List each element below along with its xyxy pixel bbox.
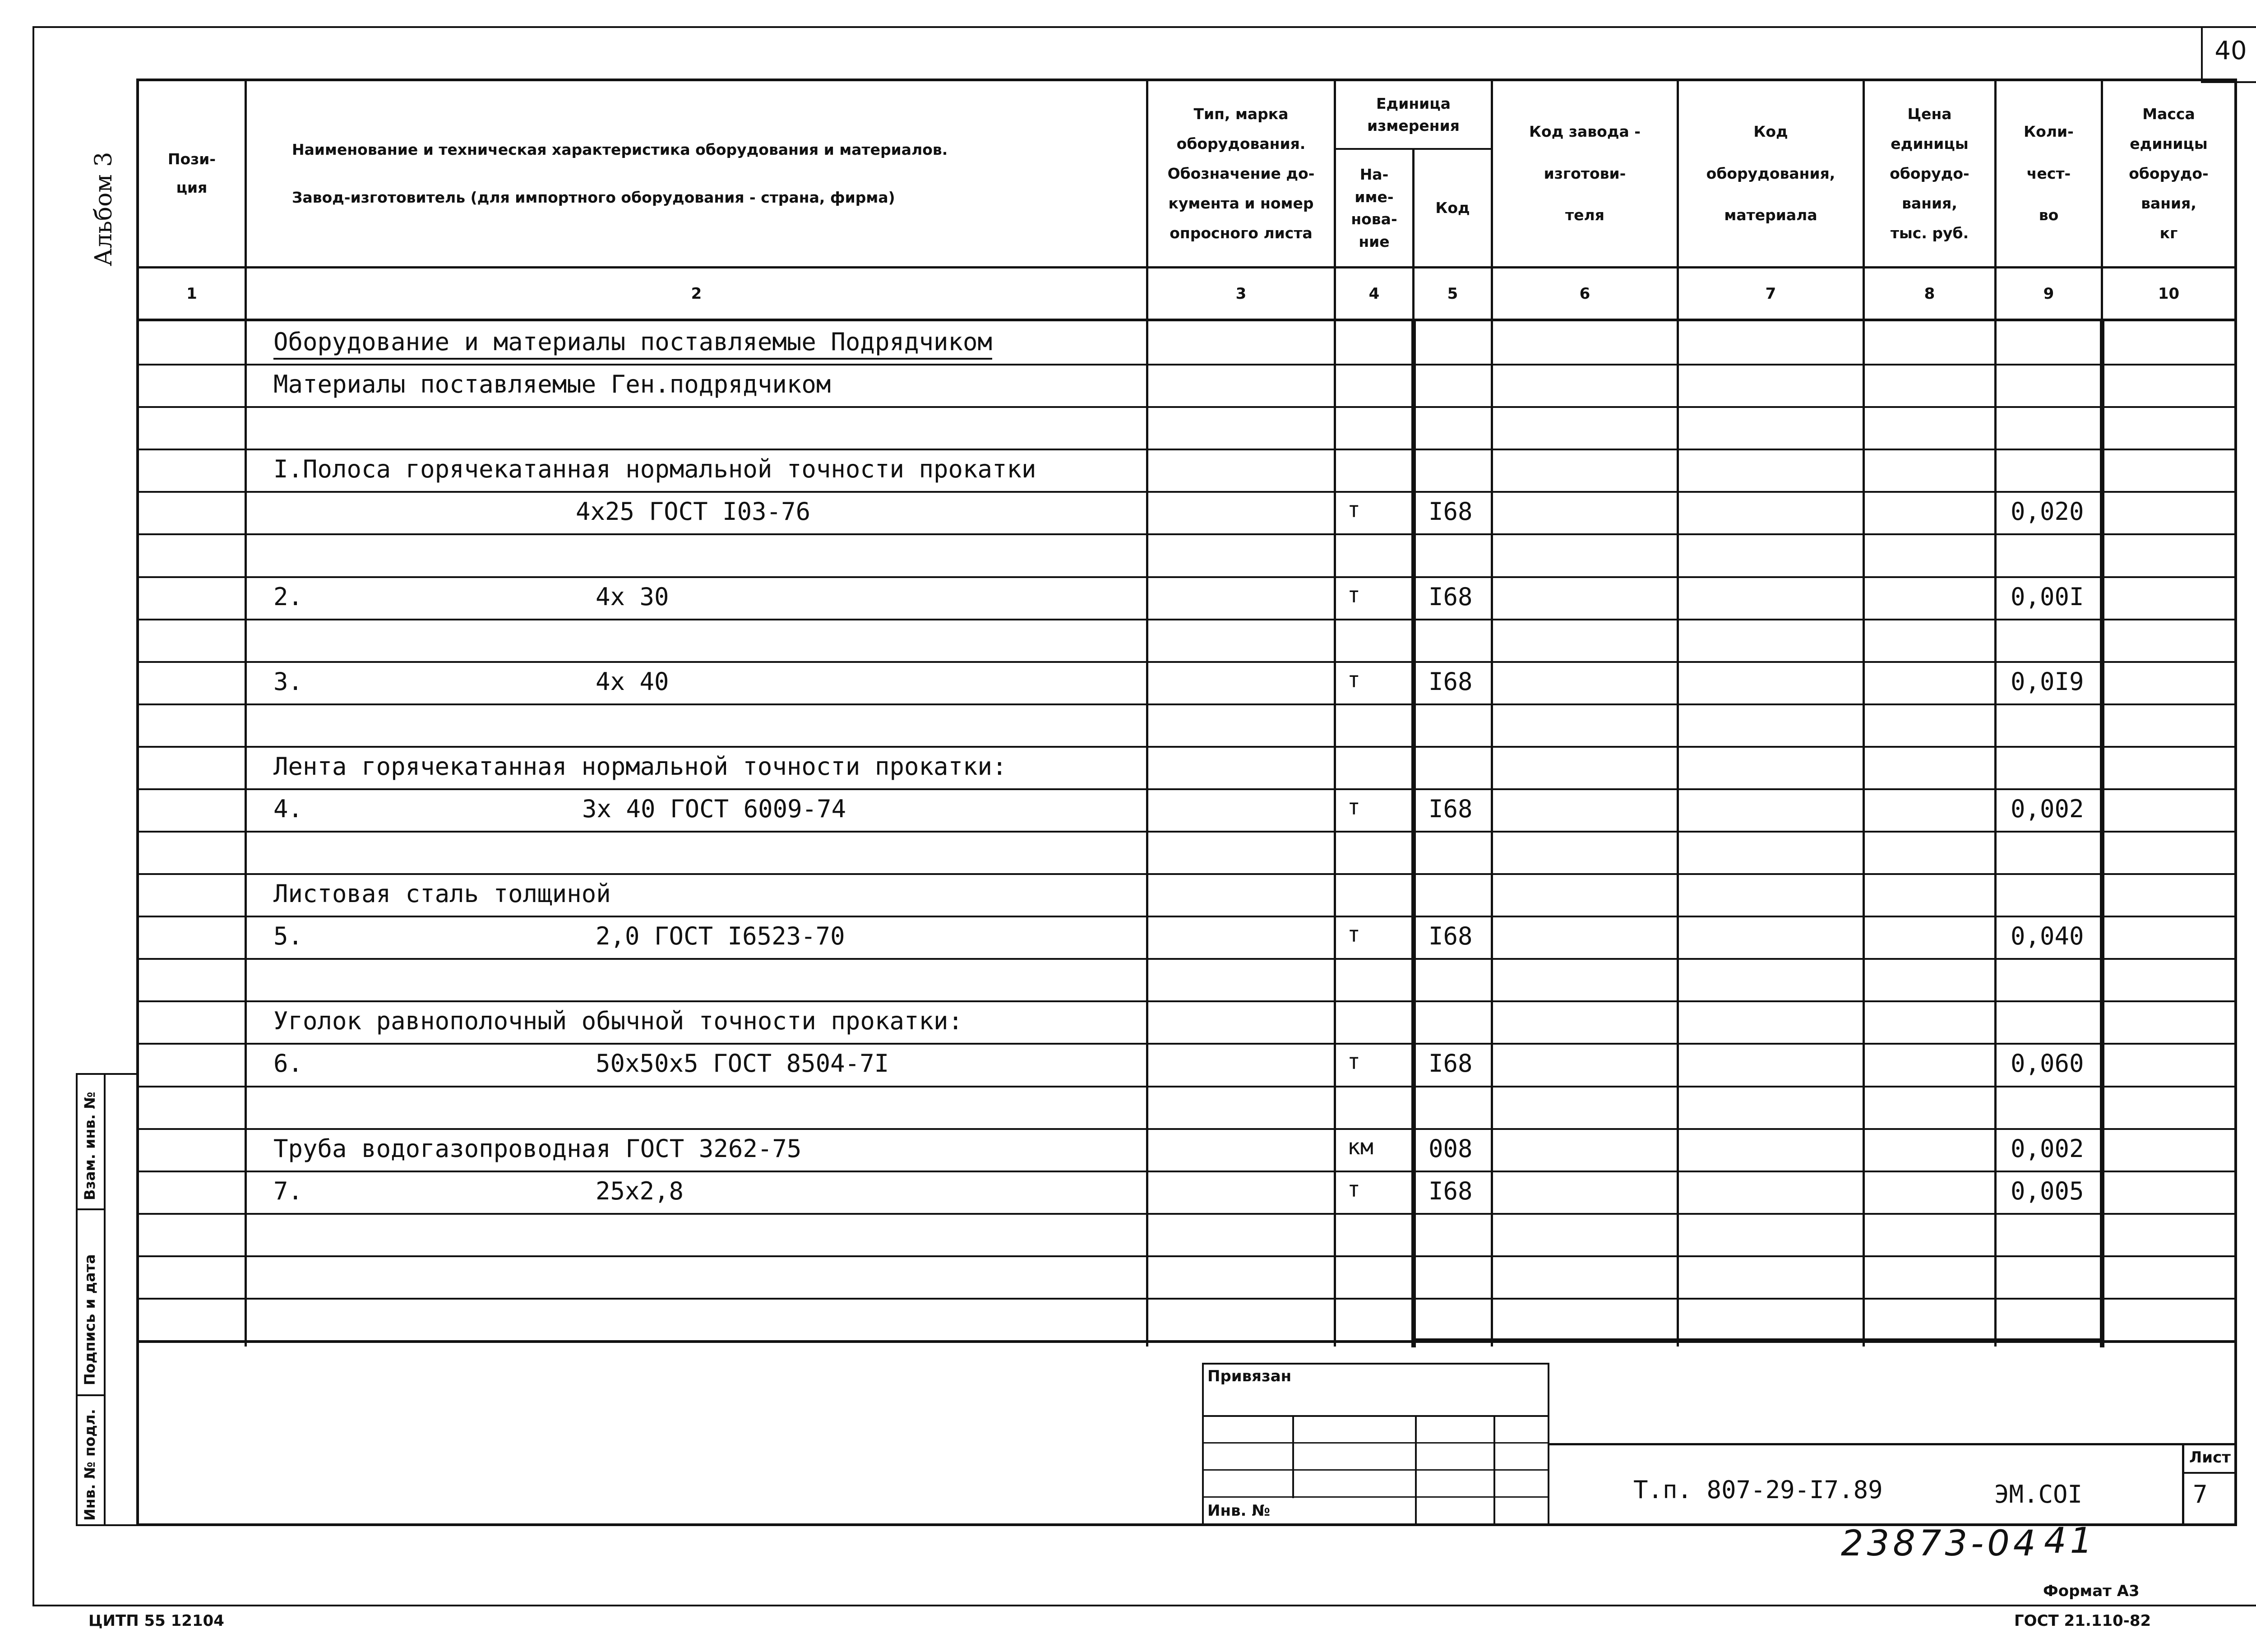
row-desc: 2,0 ГОСТ I6523-70 [596,922,845,950]
doc-code: Т.п. 807-29-I7.89 [1633,1476,1883,1504]
row-name: 3. [273,667,303,696]
row-separator [136,831,2237,833]
privyazan-v3 [1493,1415,1495,1525]
header-type: Тип, марка оборудования. Обозначение до- кумента и номер опросного листа [1167,105,1315,242]
side-stamp-top [76,1073,139,1075]
colnum-8: 8 [1924,284,1935,303]
row-unit: т [1347,922,1360,947]
row-desc: 4х25 ГОСТ I03-76 [576,497,811,526]
thick-col-right [2100,319,2104,1347]
colnum-9: 9 [2043,284,2054,303]
row-separator [136,873,2237,875]
row-separator [136,1043,2237,1045]
privyazan-h2 [1202,1442,1549,1444]
header-mass: Масса единицы оборудо- вания, кг [2129,105,2209,242]
row-separator [136,1255,2237,1257]
row-qty: 0,005 [2011,1177,2084,1205]
colnum-5: 5 [1447,284,1458,303]
row-code: I68 [1428,1049,1473,1078]
list-box-left [2182,1443,2184,1525]
row-separator [136,449,2237,450]
row-unit: т [1347,667,1360,693]
stamp-inv: Инв. № подл. [81,1409,98,1521]
table-right [2234,79,2237,1526]
row-name: 6. [273,1049,303,1078]
row-qty: 0,002 [2011,1134,2084,1163]
row-separator [136,533,2237,535]
row-unit: т [1347,1177,1360,1202]
row-desc: 3х 40 ГОСТ 6009-74 [582,795,846,823]
row-qty: 0,002 [2011,795,2084,823]
row-separator [136,788,2237,790]
colnum-2: 2 [691,284,702,303]
row-separator [136,916,2237,917]
list-number: 7 [2193,1480,2208,1509]
titleblock-top [1549,1443,2237,1445]
row-separator [136,746,2237,748]
header-price: Цена единицы оборудо- вания, тыс. руб. [1890,105,1969,242]
row-code: I68 [1428,1177,1473,1205]
row-qty: 0,040 [2011,922,2084,950]
side-stamp-div2 [76,1394,106,1396]
row-separator [136,1000,2237,1002]
row-unit: т [1347,497,1360,523]
album-label: Альбом 3 [90,152,117,266]
outer-frame-left [32,26,34,1606]
header-equipment-code: Код оборудования, материала [1706,123,1835,224]
privyazan-label: Привязан [1207,1367,1292,1385]
side-stamp-mid [104,1073,106,1526]
row-code: I68 [1428,795,1473,823]
side-stamp-bottom [76,1524,139,1526]
row-code: I68 [1428,922,1473,950]
row-separator [136,661,2237,663]
row-code: I68 [1428,497,1473,526]
row-desc: 25х2,8 [596,1177,684,1205]
inv-no-label: Инв. № [1207,1502,1271,1520]
row-separator [136,491,2237,493]
header-unit-code: Код [1435,199,1470,217]
colnum-1: 1 [186,284,197,303]
side-stamp-div1 [76,1208,106,1210]
row-separator [136,1171,2237,1172]
row-separator [136,703,2237,705]
header-unit-name: На- име- нова- ние [1351,166,1397,250]
row-code: I68 [1428,667,1473,696]
row-separator [136,958,2237,960]
row-name: 7. [273,1177,303,1205]
colnum-3: 3 [1235,284,1247,303]
row-separator [136,619,2237,620]
list-label: Лист [2189,1448,2231,1467]
thick-col-left [1411,319,1416,1347]
colnum-6: 6 [1579,284,1590,303]
footer-left: ЦИТП 55 12104 [88,1612,224,1630]
privyazan-v1 [1292,1415,1294,1498]
row-name: 5. [273,922,303,950]
header-position: Пози- ция [167,150,216,196]
row-desc: 50х50х5 ГОСТ 8504-7I [596,1049,889,1078]
header-unit-group: Единица измерения [1367,94,1460,134]
sheet-number: 40 [2214,36,2247,65]
header-quantity: Коли- чест- во [2024,123,2074,224]
row-unit: т [1347,583,1360,608]
outer-frame-top [32,26,2256,28]
row-separator [136,364,2237,366]
handwritten-number: 23873-04 [1841,1523,2039,1564]
rows-bottom-line [136,1340,2237,1343]
row-unit: т [1347,795,1360,820]
colnum-4: 4 [1368,284,1380,303]
doc-mark: ЭМ.СОI [1994,1480,2083,1509]
row-separator [136,1086,2237,1087]
colnum-10: 10 [2158,284,2180,303]
row-code: 008 [1428,1134,1473,1163]
row-separator [136,1128,2237,1130]
list-box-div [2182,1472,2237,1474]
side-stamp-left [76,1073,78,1526]
privyazan-v2 [1415,1415,1417,1525]
row-desc: 4х 30 [596,583,669,611]
row-desc: 4х 40 [596,667,669,696]
colnum-7: 7 [1765,284,1776,303]
footer-format: Формат А3 [2043,1582,2140,1600]
row-unit: км [1347,1134,1373,1160]
footer-gost: ГОСТ 21.110-82 [2014,1612,2151,1630]
outer-frame-bottom [32,1605,2256,1606]
numrow-bottom-line [136,319,2237,321]
row-qty: 0,0I9 [2011,667,2084,696]
row-name: Труба водогазопроводная ГОСТ 3262-75 [273,1134,802,1163]
stamp-podpis: Подпись и дата [81,1254,98,1385]
row-code: I68 [1428,583,1473,611]
stamp-vzam: Взам. инв. № [81,1092,98,1200]
privyazan-h3 [1202,1469,1549,1471]
row-name: I.Полоса горячекатанная нормальной точности прокатки [273,455,1036,483]
handwritten-page: 41 [2044,1521,2096,1561]
row-separator [136,406,2237,408]
row-qty: 0,020 [2011,497,2084,526]
row-qty: 0,060 [2011,1049,2084,1078]
row-name: Оборудование и материалы поставляемые Подрядчиком [273,328,992,360]
row-separator [136,1213,2237,1215]
privyazan-h4 [1202,1496,1549,1498]
row-name: Листовая сталь толщиной [273,879,611,908]
header-name: Наименование и техническая характеристика оборудования и материалов. Завод-изготовитель (для импортного оборудования - страна, фирма) [292,141,948,206]
row-separator [136,576,2237,578]
row-name: 4. [273,795,303,823]
row-separator [136,1298,2237,1300]
row-name: 2. [273,583,303,611]
privyazan-h1 [1202,1415,1549,1417]
row-name: Уголок равнополочный обычной точности прокатки: [273,1007,963,1035]
row-name: Материалы поставляемые Ген.подрядчиком [273,370,831,398]
row-qty: 0,00I [2011,583,2084,611]
privyazan-left [1202,1363,1204,1525]
privyazan-top [1202,1363,1549,1365]
row-unit: т [1347,1049,1360,1074]
row-name: Лента горячекатанная нормальной точности прокатки: [273,752,1007,781]
header-factory-code: Код завода - изготови- теля [1529,123,1641,224]
